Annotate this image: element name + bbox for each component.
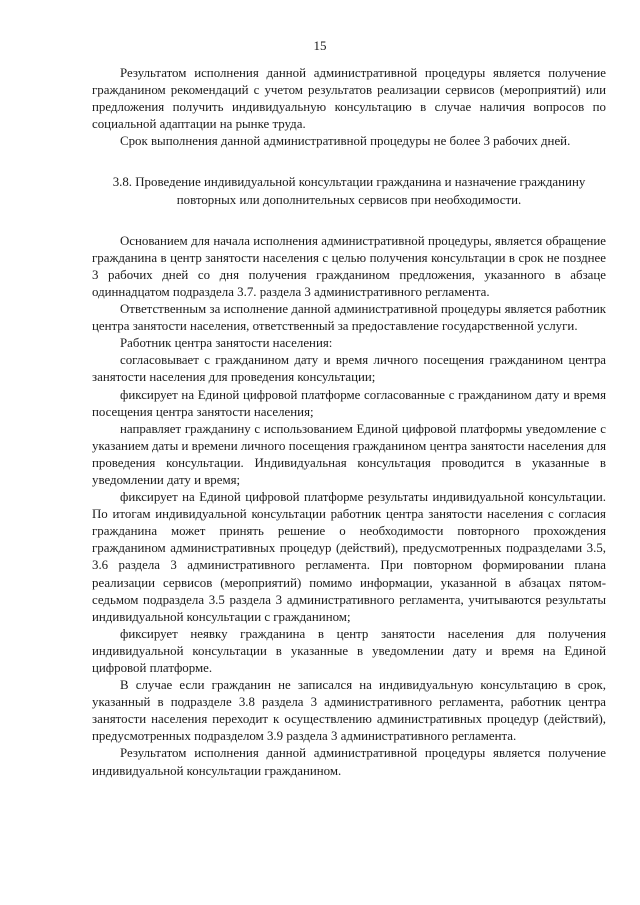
paragraph-deadline: Срок выполнения данной административной процедуры не более 3 рабочих дней.	[120, 134, 571, 149]
paragraph-not-registered: В случае если гражданин не записался на индивидуальную консультацию в срок, указанный в подразделе 3.8 раздела 3 административного регламента, работник центра занятости населения переходит к осуществлению административных процедур (действий), предусмотренных подразделом 3.9 раздела 3 административного регламента.	[92, 678, 606, 744]
page-number: 15	[313, 38, 327, 53]
paragraph-worker-intro: Работник центра занятости населения:	[120, 336, 333, 351]
paragraph-records-date: фиксирует на Единой цифровой платформе согласованные с гражданином дату и время посещения центра занятости населения;	[92, 387, 606, 419]
paragraph-result: Результатом исполнения данной административной процедуры является получение гражданином рекомендаций с учетом результатов реализации сервисов (мероприятий) или предложения получить индивидуальную консультацию в случае наличия вопросов по социальной адаптации на рынке труда.	[92, 66, 606, 132]
section-heading-3-8: 3.8. Проведение индивидуальной консультации гражданина и назначение гражданину повторных или дополнительных сервисов при необходимости.	[112, 175, 586, 207]
document-body	[92, 65, 606, 780]
paragraph-sends-notice: направляет гражданину с использованием Единой цифровой платформы уведомление с указанием даты и времени личного посещения гражданином центра занятости населения для проведения консультации. Индивидуальная консультация проводится в указанные в уведомлении дату и время;	[92, 421, 606, 487]
paragraph-agrees-date: согласовывает с гражданином дату и время личного посещения гражданином центра занятости населения для проведения консультации;	[92, 353, 606, 385]
paragraph-records-results: фиксирует на Единой цифровой платформе результаты индивидуальной консультации. По итогам индивидуальной консультации работник центра занятости населения с согласия гражданина может принять решение о необходимости повторного прохождения гражданином административных процедур (действий), предусмотренных подразделами 3.5, 3.6 раздела 3 административного регламента. При повторном формировании плана реализации сервисов (мероприятий) помимо информации, указанной в абзацах пятом-седьмом подраздела 3.5 раздела 3 административного регламента, учитываются результаты индивидуальной консультации с гражданином;	[92, 490, 606, 624]
paragraph-basis: Основанием для начала исполнения административной процедуры, является обращение гражданина в центр занятости населения с целью получения консультации в срок не позднее 3 рабочих дней со дня получения гражданином предложения, указанного в абзаце одиннадцатом подраздела 3.7. раздела 3 административного регламента.	[92, 233, 606, 299]
paragraph-final-result: Результатом исполнения данной административной процедуры является получение индивидуальной консультации гражданином.	[92, 746, 606, 778]
paragraph-records-absence: фиксирует неявку гражданина в центр занятости населения для получения индивидуальной консультации в указанные в уведомлении дату и время на Единой цифровой платформе.	[92, 626, 606, 675]
paragraph-responsible: Ответственным за исполнение данной административной процедуры является работник центра занятости населения, ответственный за предоставление государственной услуги.	[92, 302, 606, 334]
